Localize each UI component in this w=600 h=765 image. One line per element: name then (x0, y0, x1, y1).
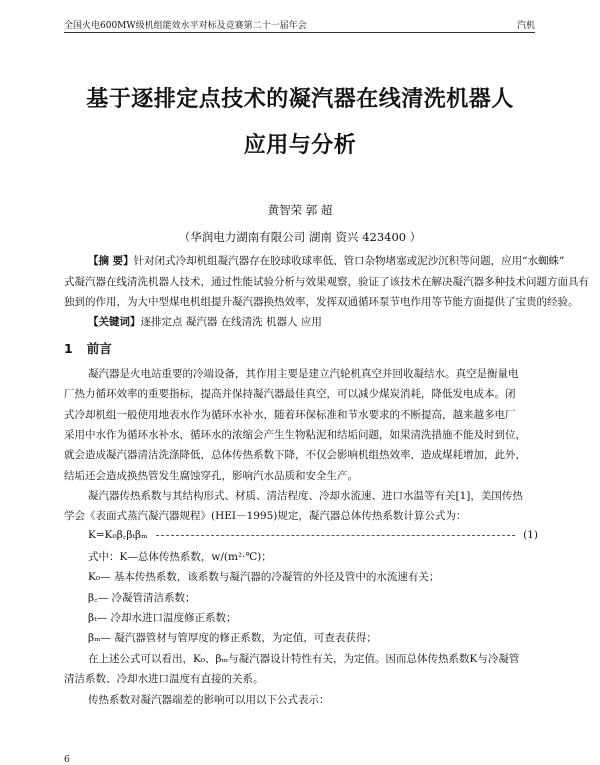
abstract-line: 式凝汽器在线清洗机器人技术，通过性能试验分析与效果观察，验证了该技术在解决凝汽器多种技术问题方面具有 (64, 276, 589, 288)
paragraph-line: 凝汽器是火电站重要的冷端设备，其作用主要是建立汽轮机真空并回收凝结水。真空是衡量电 (88, 368, 519, 380)
abstract-line (88, 253, 563, 268)
paper-title-line2: 应用与分析 (243, 133, 357, 158)
paragraph-line: 式冷却机组一般使用地表水作为循环水补水，随着环保标准和节水要求的不断提高，越来越多电厂 (64, 408, 516, 421)
header-section: 汽机 (516, 21, 535, 31)
paragraph-line: 式中：K—总体传热系数，w/(m²·℃)； (88, 551, 272, 563)
paper-title-line1: 基于逐排定点技术的凝汽器在线清洗机器人 (86, 87, 514, 112)
paragraph-line: βₘ— 凝汽器管材与管厚度的修正系数，为定值，可查表获得； (88, 632, 377, 645)
equation-formula: K=K₀β꜀βₜβₘ (88, 529, 148, 541)
paragraph-line: 清洁系数、冷却水进口温度有直接的关系。 (64, 673, 264, 686)
paragraph-line: 结垢还会造成换热管发生腐蚀穿孔，影响汽水品质和安全生产。 (64, 469, 358, 482)
paragraph-line: 采用中水作为循环水补水，循环水的浓缩会产生生物粘泥和结垢问题，如果清洗措施不能及时到位， (64, 428, 526, 441)
paragraph-line: 传热系数对凝汽器端差的影响可以用以下公式表示： (88, 693, 330, 706)
abstract-text: 针对闭式冷却机组凝汽器存在胶球收球率低、管口杂物堵塞或泥沙沉积等问题，应用“水蜘蛛” (133, 255, 565, 267)
section-title: 前言 (86, 341, 112, 356)
equation-number: (1) (523, 529, 538, 541)
abstract-line: 独到的作用，为大中型煤电机组提升凝汽器换热效率，发挥双通循环泵节电作用等节能方面提供了宝贵的经验。 (64, 296, 579, 308)
section-heading (64, 339, 126, 357)
equation-leader (156, 535, 516, 536)
paragraph-line: 凝汽器传热系数与其结构形式、材质、清洁程度、冷却水流速、进口水温等有关[1]，美国传热 (88, 489, 523, 502)
paragraph-line: β꜀— 冷凝管清洁系数； (88, 591, 196, 604)
paragraph-line: K₀— 基本传热系数，该系数与凝汽器的冷凝管的外径及管中的水流速有关； (88, 571, 440, 584)
paragraph-line: βₜ— 冷却水进口温度修正系数； (88, 611, 237, 624)
equation (88, 528, 538, 542)
paragraph-line: 就会造成凝汽器清洁洗涤降低，总体传热系数下降，不仅会影响机组热效率，造成煤耗增加，此外， (64, 449, 526, 462)
keywords-label: 【关键词】 (88, 316, 141, 328)
authors: 黄智荣 郭 超 (267, 203, 333, 217)
abstract-label: 【摘 要】 (88, 255, 134, 267)
paragraph-line: 在上述公式可以看出，K₀、βₘ与凝汽器设计特性有关，为定值。因而总体传热系数K与冷凝管 (88, 653, 520, 665)
page-number: 6 (64, 755, 70, 765)
paragraph-line: 学会《表面式蒸汽凝汽器规程》(HEI－1995)规定，凝汽器总体传热系数计算公式为： (64, 510, 467, 523)
keywords-text: 逐排定点 凝汽器 在线清洗 机器人 应用 (140, 316, 322, 328)
affiliation: （华润电力湖南有限公司 湖南 资兴 423400 ） (178, 230, 422, 244)
header-conference: 全国火电600MW级机组能效水平对标及竞赛第二十一届年会 (64, 21, 307, 31)
running-header (64, 12, 535, 33)
keywords-line (88, 314, 563, 329)
section-number: 1 (64, 341, 73, 356)
paragraph-line: 厂热力循环效率的重要指标，提高并保持凝汽器最佳真空，可以减少煤炭消耗，降低发电成本。闭 (64, 388, 516, 401)
